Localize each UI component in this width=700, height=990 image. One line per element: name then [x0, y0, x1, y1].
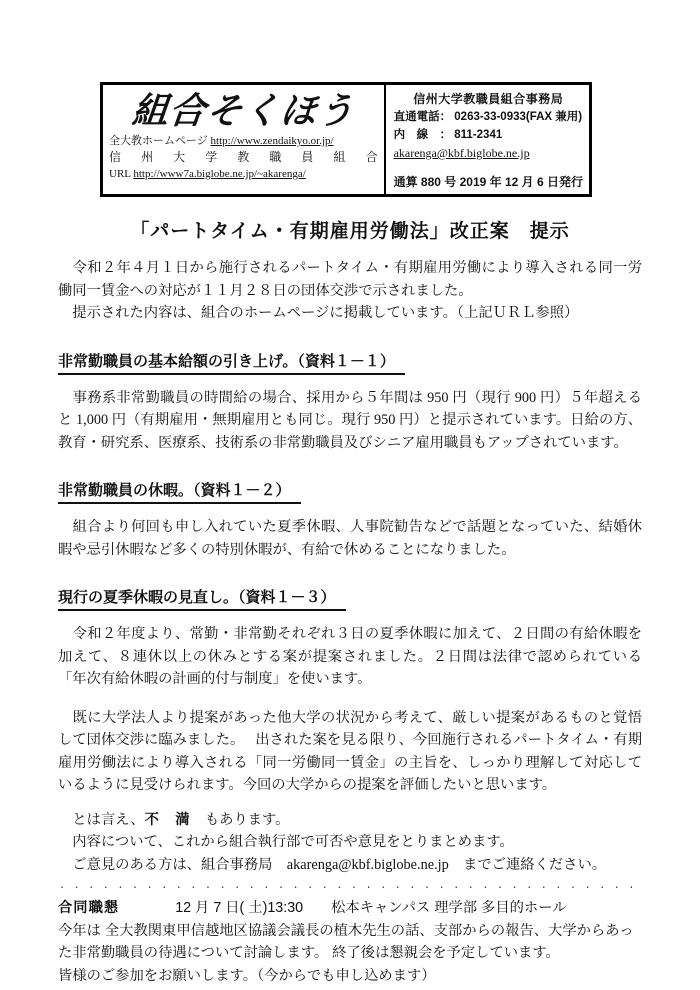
extension-line: 内 線 ： 811-2341 — [393, 129, 503, 141]
zendaikyo-homepage-line — [109, 133, 378, 149]
event-headline — [58, 897, 642, 920]
phone-line: 直通電話： 0263-33-0933(FAX 兼用) — [393, 111, 583, 123]
section-heading-base-pay — [58, 351, 642, 375]
section-heading-leave — [58, 480, 642, 504]
section-heading-base-pay-text: 非常勤職員の基本給額の引き上げ。（資料１－１） — [58, 351, 405, 375]
section-heading-leave-text: 非常勤職員の休暇。（資料１－２） — [58, 480, 301, 504]
event-block — [58, 897, 642, 987]
event-place: 松本キャンパス 理学部 多目的ホール — [331, 900, 567, 916]
zendaikyo-homepage-link[interactable]: http://www.zendaikyo.or.jp/ — [210, 135, 334, 147]
intro-paragraph-2: 提示された内容は、組合のホームページに掲載しています。（上記ＵＲＬ参照） — [58, 305, 579, 321]
remark-prefix: とは言え、 — [58, 811, 145, 828]
dissatisfaction-remark — [58, 809, 642, 832]
masthead-right-cell — [386, 85, 589, 194]
closing-paragraph-1: 既に大学法人より提案があった他大学の状況から考えて、厳しい提案があるものと覚悟して団体交渉に臨みました。 出された案を見る限り、今回施行されるパートタイム・有期雇用労働法により導入される「同一労働同一賃金」の主旨を、しっかり理解して対応しているように見受けられます。今回の大学からの提案を評価したいと思います。 — [58, 709, 642, 793]
remark-bold-dissatisfaction: 不 満 — [144, 811, 191, 828]
masthead-left-cell — [103, 85, 386, 194]
document-title: 「パートタイム・有期雇用労働法」改正案 提示 — [130, 221, 570, 242]
dotted-divider: ・・・・・・・・・・・・・・・・・・・・・・・・・・・・・・・・・・・・・・・・ — [58, 883, 642, 892]
event-description-2: 皆様のご参加をお願いします。（今からでも申し込めます） — [58, 967, 436, 984]
section-heading-summer-vacation — [58, 587, 642, 611]
union-url-link[interactable]: http://www7a.biglobe.ne.jp/~akarenga/ — [133, 168, 306, 180]
closing-paragraph-3: ご意見のある方は、組合事務局 akarenga@kbf.biglobe.ne.jp までご連絡ください。 — [58, 856, 607, 873]
section-body-summer-vacation: 令和２年度より、常勤・非常勤それぞれ３日の夏季休暇に加えて、２日間の有給休暇を加えて、８連休以上の休みとする案が提案されました。２日間は法律で認められている「年次有給休暇の計画的付与制度」を使います。 — [58, 626, 642, 687]
office-email-link[interactable]: akarenga@kbf.biglobe.ne.jp — [393, 146, 530, 160]
newsletter-title: 組合そくほう — [130, 90, 357, 131]
section-heading-summer-vacation-text: 現行の夏季休暇の見直し。（資料１－３） — [58, 587, 346, 611]
union-name: 信 州 大 学 教 職 員 組 合 — [109, 150, 378, 164]
closing-paragraph-2: 内容について、これから組合執行部で可否や意見をとりまとめます。 — [58, 834, 514, 850]
issue-number-date: 通算 880 号 2019 年 12 月 6 日発行 — [393, 175, 583, 189]
union-url-line — [109, 166, 378, 182]
intro-paragraph-1: 令和２年４月１日から施行されるパートタイム・有期雇用労働により導入される同一労働同一賃金への対応が１１月２８日の団体交渉で示されました。 — [58, 260, 642, 299]
event-datetime: 12 月 7 日( 土)13:30 — [175, 900, 304, 916]
event-description-1: 今年は 全大教関東甲信越地区協議会議長の植木先生の話、支部からの報告、大学からあった非常勤職員の待遇について討論します。 終了後は懇親会を予定しています。 — [58, 922, 634, 961]
zendaikyo-homepage-label: 全大教ホームページ — [109, 135, 211, 147]
remark-suffix: もあります。 — [190, 811, 290, 828]
union-url-label: URL — [109, 168, 134, 180]
masthead-box — [100, 82, 592, 197]
office-name: 信州大学教職員組合事務局 — [413, 92, 564, 106]
section-body-leave: 組合より何回も申し入れていた夏季休暇、人事院勧告などで話題となっていた、結婚休暇や忌引休暇など多くの特別休暇が、有給で休めることになりました。 — [58, 519, 642, 558]
section-body-base-pay: 事務系非常勤職員の時間給の場合、採用から５年間は 950 円（現行 900 円）５年超えると 1,000 円（有期雇用・無期雇用とも同じ。現行 950 円）と提示されています。日給の方、教育・研究系、医療系、技術系の非常勤職員及びシニア雇用職員もアップされています。 — [58, 389, 642, 451]
event-name: 合同職懇 — [58, 900, 120, 916]
